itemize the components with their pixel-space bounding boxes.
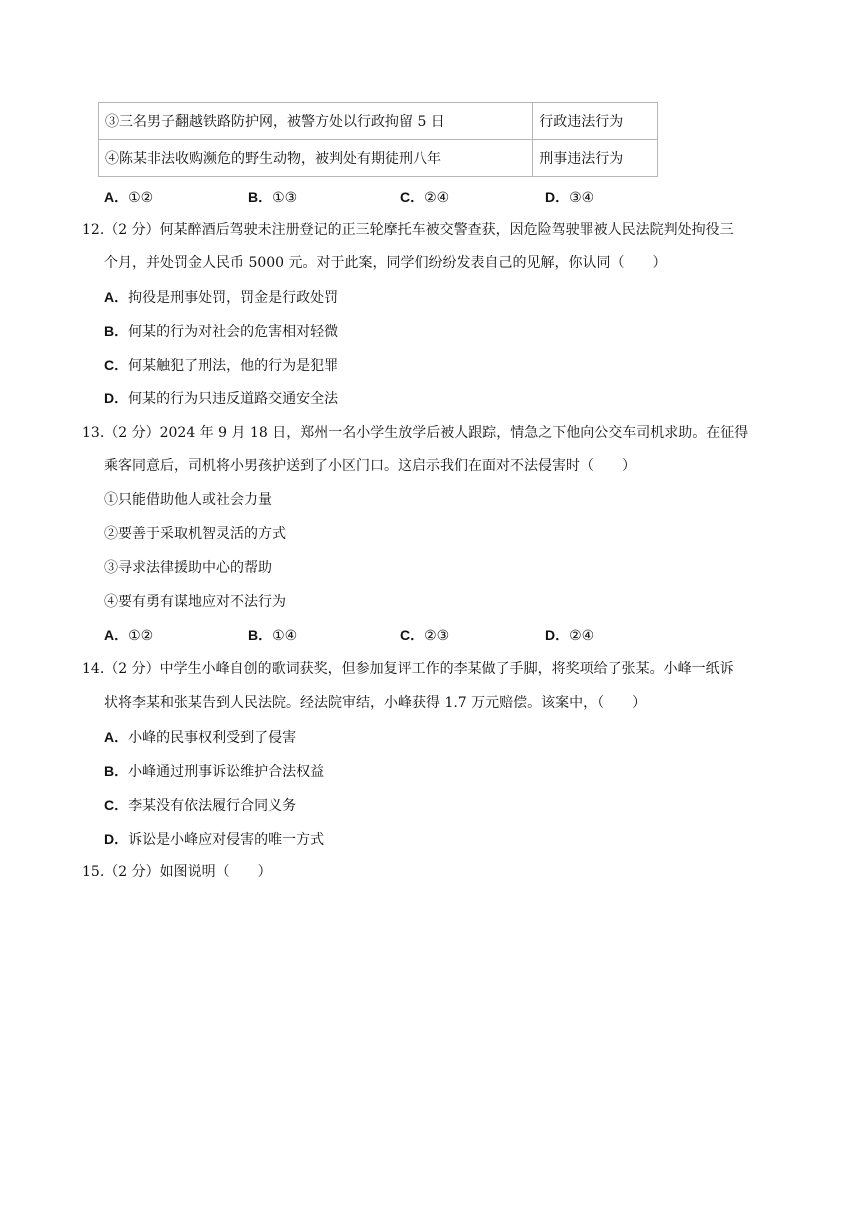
q12-stem-line2: 个月，并处罚金人民币 5000 元。对于此案，同学们纷纷发表自己的见解，你认同（ ）	[104, 255, 667, 271]
option-label: D．	[545, 627, 570, 643]
option-label: C．	[400, 627, 425, 643]
option-text: 小峰通过刑事诉讼维护合法权益	[128, 764, 325, 780]
option-text: ①②	[128, 190, 154, 206]
option-label: A．	[104, 289, 129, 305]
option-label: A．	[104, 627, 129, 643]
q13-stem-line1: 13.（2 分）2024 年 9 月 18 日，郑州一名小学生放学后被人跟踪，情急之下他向公交车司机求助。在征得	[82, 425, 749, 441]
table-cell-case: ③三名男子翻越铁路防护网，被警方处以行政拘留 5 日	[99, 103, 533, 140]
option-text: ②④	[569, 628, 595, 644]
q12-option-b[interactable]	[104, 321, 338, 342]
option-label: C．	[104, 357, 129, 373]
q13-statement-3: ③寻求法律援助中心的帮助	[104, 560, 272, 576]
table-row	[99, 103, 658, 140]
option-label: C．	[400, 189, 425, 205]
option-text: 何某的行为只违反道路交通安全法	[128, 391, 339, 407]
q14-option-d[interactable]	[104, 829, 324, 850]
q14-option-b[interactable]	[104, 761, 324, 782]
q11-option-a[interactable]	[104, 187, 153, 208]
option-text: 拘役是刑事处罚，罚金是行政处罚	[128, 290, 339, 306]
option-label: D．	[104, 831, 129, 847]
q13-stem-line2: 乘客同意后，司机将小男孩护送到了小区门口。这启示我们在面对不法侵害时（ ）	[104, 458, 636, 474]
q11-option-b[interactable]	[248, 187, 297, 208]
option-label: B．	[104, 323, 129, 339]
option-text: 何某的行为对社会的危害相对轻微	[128, 324, 339, 340]
option-text: 何某触犯了刑法，他的行为是犯罪	[128, 358, 339, 374]
table-cell-type: 行政违法行为	[533, 103, 658, 140]
option-text: ②③	[424, 628, 450, 644]
option-label: D．	[545, 189, 570, 205]
q12-option-d[interactable]	[104, 388, 338, 409]
option-text: ①④	[272, 628, 298, 644]
q13-option-d[interactable]	[545, 625, 594, 646]
option-text: 诉讼是小峰应对侵害的唯一方式	[128, 832, 325, 848]
q14-option-c[interactable]	[104, 795, 296, 816]
option-text: 李某没有依法履行合同义务	[128, 798, 297, 814]
option-label: B．	[248, 189, 273, 205]
q15-stem-line1: 15.（2 分）如图说明（ ）	[82, 864, 272, 880]
table-cell-type: 刑事违法行为	[533, 140, 658, 177]
q14-option-a[interactable]	[104, 727, 296, 748]
option-label: B．	[104, 763, 129, 779]
q13-option-a[interactable]	[104, 625, 153, 646]
option-text: ①③	[272, 190, 298, 206]
option-label: D．	[104, 390, 129, 406]
q13-statement-1: ①只能借助他人或社会力量	[104, 492, 272, 508]
q11-option-c[interactable]	[400, 187, 449, 208]
q13-option-c[interactable]	[400, 625, 449, 646]
q13-statement-2: ②要善于采取机智灵活的方式	[104, 526, 286, 542]
q14-stem-line2: 状将李某和张某告到人民法院。经法院审结，小峰获得 1.7 万元赔偿。该案中，（ ）	[104, 695, 647, 711]
option-text: ②④	[424, 190, 450, 206]
option-text: 小峰的民事权利受到了侵害	[128, 730, 297, 746]
table-row	[99, 140, 658, 177]
option-text: ③④	[569, 190, 595, 206]
q12-option-a[interactable]	[104, 287, 338, 308]
q12-option-c[interactable]	[104, 355, 338, 376]
q12-stem-line1: 12.（2 分）何某醉酒后驾驶未注册登记的正三轮摩托车被交警查获，因危险驾驶罪被人民法院判处拘役三	[82, 222, 734, 238]
q11-option-d[interactable]	[545, 187, 594, 208]
case-table	[98, 102, 658, 177]
q13-statement-4: ④要有勇有谋地应对不法行为	[104, 594, 286, 610]
option-text: ①②	[128, 628, 154, 644]
table-cell-case: ④陈某非法收购濒危的野生动物，被判处有期徒刑八年	[99, 140, 533, 177]
q14-stem-line1: 14.（2 分）中学生小峰自创的歌词获奖，但参加复评工作的李某做了手脚，将奖项给了张某。小峰一纸诉	[82, 661, 734, 677]
q13-option-b[interactable]	[248, 625, 297, 646]
option-label: A．	[104, 189, 129, 205]
option-label: B．	[248, 627, 273, 643]
option-label: A．	[104, 729, 129, 745]
option-label: C．	[104, 797, 129, 813]
